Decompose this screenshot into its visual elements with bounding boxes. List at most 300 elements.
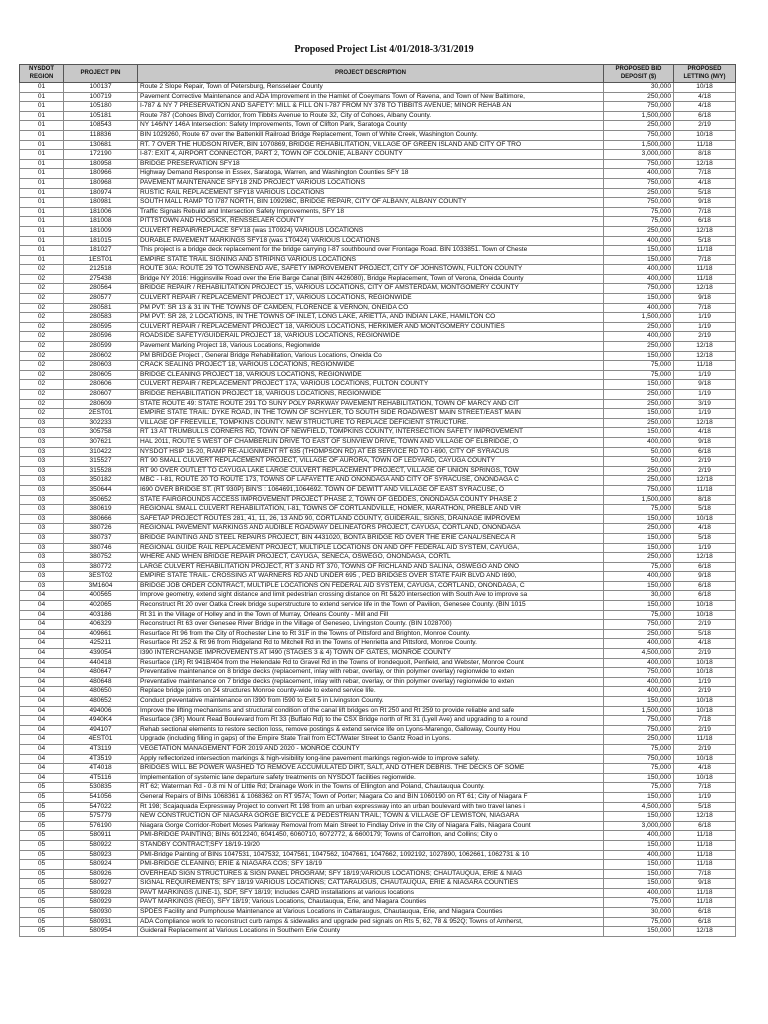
- region-cell: 03: [20, 581, 64, 591]
- pin-cell: 380772: [64, 562, 138, 572]
- table-row: [20, 437, 736, 447]
- deposit-cell: 150,000: [604, 533, 674, 543]
- table-row: [20, 361, 736, 371]
- letting-cell: 7/18: [674, 869, 736, 879]
- description-cell: Route 787 (Cohoes Blvd) Corridor, from Tibbits Avenue to Route 32, City of Cohoes, Albany County.: [138, 111, 604, 121]
- region-cell: 03: [20, 476, 64, 486]
- description-cell: Highway Demand Response in Essex, Saratoga, Warren, and Washington Counties SFY 18: [138, 169, 604, 179]
- deposit-cell: 30,000: [604, 83, 674, 93]
- deposit-cell: 400,000: [604, 332, 674, 342]
- pin-cell: 105180: [64, 102, 138, 112]
- deposit-cell: 150,000: [604, 409, 674, 419]
- region-cell: 03: [20, 533, 64, 543]
- deposit-cell: 1,500,000: [604, 495, 674, 505]
- letting-cell: 5/18: [674, 802, 736, 812]
- region-cell: 04: [20, 658, 64, 668]
- letting-cell: 6/18: [674, 562, 736, 572]
- region-cell: 04: [20, 773, 64, 783]
- description-cell: CRACK SEALING PROJECT 18, VARIOUS LOCATIONS, REGIONWIDE: [138, 361, 604, 371]
- letting-cell: 10/18: [674, 610, 736, 620]
- pin-cell: 425211: [64, 639, 138, 649]
- description-cell: BIN 1029260, Route 67 over the Battenkill Railroad Bridge Replacement, Town of White Creek, Washington County.: [138, 130, 604, 140]
- region-cell: 04: [20, 725, 64, 735]
- pin-cell: 302233: [64, 418, 138, 428]
- region-cell: 02: [20, 409, 64, 419]
- letting-cell: 9/18: [674, 879, 736, 889]
- table-row: [20, 217, 736, 227]
- region-cell: 01: [20, 255, 64, 265]
- letting-cell: 10/18: [674, 773, 736, 783]
- description-cell: BRIDGE PRESERVATION SFY18: [138, 159, 604, 169]
- pin-cell: 100719: [64, 92, 138, 102]
- description-cell: STATE FAIRGROUNDS ACCESS IMPROVEMENT PROJECT PHASE 2, TOWN OF GEDDES, ONONDAGA COUNTY PHASE 2: [138, 495, 604, 505]
- letting-cell: 11/18: [674, 140, 736, 150]
- region-cell: 01: [20, 246, 64, 256]
- table-row: [20, 255, 736, 265]
- letting-cell: 10/18: [674, 706, 736, 716]
- pin-cell: 4T3119: [64, 744, 138, 754]
- pin-cell: 212518: [64, 265, 138, 275]
- description-cell: DURABLE PAVEMENT MARKINGS SFY18 (was 1T0424) VARIOUS LOCATIONS: [138, 236, 604, 246]
- table-row: [20, 697, 736, 707]
- region-cell: 05: [20, 888, 64, 898]
- region-cell: 04: [20, 620, 64, 630]
- deposit-cell: 250,000: [604, 121, 674, 131]
- pin-cell: 350644: [64, 485, 138, 495]
- letting-cell: 1/19: [674, 390, 736, 400]
- region-cell: 03: [20, 543, 64, 553]
- letting-cell: 7/18: [674, 303, 736, 313]
- deposit-cell: 75,000: [604, 917, 674, 927]
- letting-cell: 9/18: [674, 572, 736, 582]
- letting-cell: 11/18: [674, 888, 736, 898]
- region-cell: 03: [20, 553, 64, 563]
- deposit-cell: 75,000: [604, 505, 674, 515]
- region-cell: 04: [20, 591, 64, 601]
- table-row: [20, 159, 736, 169]
- deposit-cell: 1,500,000: [604, 706, 674, 716]
- description-cell: VILLAGE OF FREEVILLE, TOMPKINS COUNTY. NEW STRUCTURE TO REPLACE DEFICIENT STRUCTURE.: [138, 418, 604, 428]
- region-cell: 02: [20, 390, 64, 400]
- deposit-cell: 400,000: [604, 850, 674, 860]
- table-row: [20, 706, 736, 716]
- table-row: [20, 581, 736, 591]
- region-cell: 04: [20, 629, 64, 639]
- letting-cell: 5/18: [674, 533, 736, 543]
- table-row: [20, 111, 736, 121]
- description-cell: ADA Compliance work to reconstruct curb ramps & sidewalks and upgrade ped signals on Rts 5, 62, 78 & 952Q; Towns of Amherst,: [138, 917, 604, 927]
- letting-cell: 5/18: [674, 188, 736, 198]
- deposit-cell: 150,000: [604, 792, 674, 802]
- table-row: [20, 572, 736, 582]
- description-cell: Preventative maintenance on 7 bridge decks (replacement, inlay with rebar, overlay, or thin polymer overlay) regionwide to exten: [138, 677, 604, 687]
- region-cell: 04: [20, 610, 64, 620]
- description-cell: CULVERT REPAIR / REPLACEMENT PROJECT 17A, VARIOUS LOCATIONS, FULTON COUNTY: [138, 380, 604, 390]
- description-cell: Resurface Rt 96 from the City of Rochester Line to Rt 31F in the Towns of Pittsford and Brighton, Monroe County.: [138, 629, 604, 639]
- description-cell: CULVERT REPAIR / REPLACEMENT PROJECT 18, VARIOUS LOCATIONS, HERKIMER AND MONTGOMERY COUNTIES: [138, 322, 604, 332]
- description-cell: Resurface (1R) Rt 941B/404 from the Helendale Rd to Gravel Rd in the Towns of Irondequoit, Penfield, and Webster, Monroe Count: [138, 658, 604, 668]
- pin-cell: 480648: [64, 677, 138, 687]
- deposit-cell: 750,000: [604, 620, 674, 630]
- deposit-cell: 750,000: [604, 102, 674, 112]
- letting-cell: 10/18: [674, 668, 736, 678]
- pin-cell: 494107: [64, 725, 138, 735]
- pin-cell: 280595: [64, 322, 138, 332]
- description-cell: PAVT MARKINGS (LINE-1), SDF, SFY 18/19; Includes CARD installations at various locations: [138, 888, 604, 898]
- region-cell: 04: [20, 744, 64, 754]
- description-cell: REGIONAL GUIDE RAIL REPLACEMENT PROJECT, MULTIPLE LOCATIONS ON AND OFF FEDERAL AID SYSTEM, CAYUGA,: [138, 543, 604, 553]
- region-cell: 02: [20, 361, 64, 371]
- table-row: [20, 533, 736, 543]
- letting-cell: 6/18: [674, 821, 736, 831]
- deposit-cell: 250,000: [604, 399, 674, 409]
- description-cell: Upgrade (including filling in gaps) of the Empire State Trail from ECT/Water Street to Gantz Road in Lyons.: [138, 735, 604, 745]
- table-row: [20, 83, 736, 93]
- table-row: [20, 754, 736, 764]
- region-cell: 02: [20, 342, 64, 352]
- region-cell: 02: [20, 380, 64, 390]
- letting-cell: 2/19: [674, 121, 736, 131]
- table-row: [20, 332, 736, 342]
- pin-cell: 380746: [64, 543, 138, 553]
- pin-cell: 580926: [64, 869, 138, 879]
- letting-cell: 4/18: [674, 524, 736, 534]
- pin-cell: 280577: [64, 294, 138, 304]
- description-cell: SPDES Facility and Pumphouse Maintenance at Various Locations in Cattaraugus, Chautauqua, Erie, and Niagara Counties: [138, 908, 604, 918]
- deposit-cell: 250,000: [604, 322, 674, 332]
- table-row: [20, 399, 736, 409]
- pin-cell: 575779: [64, 812, 138, 822]
- letting-cell: 12/18: [674, 553, 736, 563]
- table-row: [20, 418, 736, 428]
- description-cell: Traffic Signals Rebuild and Intersection Safety Improvements, SFY 18: [138, 207, 604, 217]
- table-row: [20, 879, 736, 889]
- table-row: [20, 380, 736, 390]
- letting-cell: 12/18: [674, 342, 736, 352]
- deposit-cell: 4,500,000: [604, 649, 674, 659]
- description-cell: VEGETATION MANAGEMENT FOR 2019 AND 2020 - MONROE COUNTY: [138, 744, 604, 754]
- pin-cell: 409661: [64, 629, 138, 639]
- column-header-pin: PROJECT PIN: [64, 65, 138, 83]
- region-cell: 01: [20, 198, 64, 208]
- pin-cell: 181015: [64, 236, 138, 246]
- description-cell: PMI-Bridge Painting of BINs 1047531, 1047532, 1047561, 1047562, 1047661, 1047662, 1092192, 1027890, 1062661, 1062731 & 10: [138, 850, 604, 860]
- letting-cell: 8/18: [674, 150, 736, 160]
- deposit-cell: 250,000: [604, 629, 674, 639]
- table-row: [20, 313, 736, 323]
- description-cell: I390 INTERCHANGE IMPROVEMENTS AT I490 (STAGES 3 & 4) TOWN OF GATES, MONROE COUNTY: [138, 649, 604, 659]
- region-cell: 02: [20, 332, 64, 342]
- letting-cell: 11/18: [674, 265, 736, 275]
- letting-cell: 2/19: [674, 620, 736, 630]
- table-header-row: [20, 65, 736, 83]
- table-row: [20, 322, 736, 332]
- table-row: [20, 447, 736, 457]
- table-row: [20, 629, 736, 639]
- deposit-cell: 30,000: [604, 591, 674, 601]
- description-cell: Niagara Gorge Corridor-Robert Moses Parkway Removal from Main Street to Findlay Drive in the City of Niagara Falls, Niagara Count: [138, 821, 604, 831]
- letting-cell: 10/18: [674, 514, 736, 524]
- pin-cell: 181008: [64, 217, 138, 227]
- letting-cell: 9/18: [674, 437, 736, 447]
- pin-cell: 280596: [64, 332, 138, 342]
- letting-cell: 1/19: [674, 792, 736, 802]
- table-row: [20, 226, 736, 236]
- deposit-cell: 750,000: [604, 725, 674, 735]
- description-cell: STATE ROUTE 49: STATE ROUTE 291 TO SUNY POLY PARKWAY PAVEMENT REHABILITATION, TOWN OF MARCY AND CIT: [138, 399, 604, 409]
- deposit-cell: 150,000: [604, 697, 674, 707]
- table-row: [20, 601, 736, 611]
- deposit-cell: 30,000: [604, 908, 674, 918]
- description-cell: NYSDOT HSIP 16-20, RAMP RE-ALIGNMENT RT 635 (THOMPSON RD) AT EB SERVICE RD TO I-690, CITY OF SYRACUS: [138, 447, 604, 457]
- description-cell: PM PVT: SR 28, 2 LOCATIONS, IN THE TOWNS OF INLET, LONG LAKE, ARIETTA, AND INDIAN LAKE, HAMILTON CO: [138, 313, 604, 323]
- region-cell: 02: [20, 322, 64, 332]
- pin-cell: 580911: [64, 831, 138, 841]
- table-row: [20, 639, 736, 649]
- pin-cell: 380726: [64, 524, 138, 534]
- column-header-description: PROJECT DESCRIPTION: [138, 65, 604, 83]
- region-cell: 01: [20, 159, 64, 169]
- pin-cell: 530835: [64, 783, 138, 793]
- letting-cell: 6/18: [674, 917, 736, 927]
- description-cell: CULVERT REPAIR/REPLACE SFY18 (was 1T0924) VARIOUS LOCATIONS: [138, 226, 604, 236]
- letting-cell: 1/19: [674, 313, 736, 323]
- deposit-cell: 250,000: [604, 735, 674, 745]
- letting-cell: 2/19: [674, 687, 736, 697]
- pin-cell: 280603: [64, 361, 138, 371]
- pin-cell: 181027: [64, 246, 138, 256]
- pin-cell: 580922: [64, 840, 138, 850]
- region-cell: 03: [20, 572, 64, 582]
- deposit-cell: 150,000: [604, 294, 674, 304]
- region-cell: 05: [20, 850, 64, 860]
- letting-cell: 10/18: [674, 697, 736, 707]
- description-cell: ROADSIDE SAFETY/GUIDERAIL PROJECT 18, VARIOUS LOCATIONS, REGIONWIDE: [138, 332, 604, 342]
- letting-cell: 9/18: [674, 294, 736, 304]
- deposit-cell: 150,000: [604, 927, 674, 937]
- pin-cell: 315528: [64, 466, 138, 476]
- description-cell: Implementation of systemic lane departure safety treatments on NYSDOT facilities regionwide.: [138, 773, 604, 783]
- pin-cell: 307621: [64, 437, 138, 447]
- table-row: [20, 303, 736, 313]
- region-cell: 01: [20, 102, 64, 112]
- description-cell: PAVEMENT MAINTENANCE SFY18 2ND PROJECT VARIOUS LOCATIONS: [138, 178, 604, 188]
- pin-cell: 180974: [64, 188, 138, 198]
- deposit-cell: 250,000: [604, 342, 674, 352]
- table-row: [20, 236, 736, 246]
- deposit-cell: 250,000: [604, 524, 674, 534]
- table-row: [20, 908, 736, 918]
- letting-cell: 6/18: [674, 908, 736, 918]
- description-cell: This project is a bridge deck replacement for the bridge carrying I-87 southbound over Frontage Road. BIN 1033851. Town of Cheste: [138, 246, 604, 256]
- letting-cell: 11/18: [674, 485, 736, 495]
- pin-cell: 400565: [64, 591, 138, 601]
- letting-cell: 7/18: [674, 207, 736, 217]
- description-cell: Preventative maintenance on 8 bridge decks (replacement, inlay with rebar, overlay, or thin polymer overlay) regionwide to exten: [138, 668, 604, 678]
- pin-cell: 4EST01: [64, 735, 138, 745]
- table-row: [20, 677, 736, 687]
- deposit-cell: 1,500,000: [604, 140, 674, 150]
- description-cell: Rt 198; Scajaquada Expressway Project to convert Rt 198 from an urban expressway into an urban boulevard with two travel lanes i: [138, 802, 604, 812]
- pin-cell: 180966: [64, 169, 138, 179]
- table-row: [20, 485, 736, 495]
- table-row: [20, 735, 736, 745]
- pin-cell: 580923: [64, 850, 138, 860]
- pin-cell: 118836: [64, 130, 138, 140]
- pin-cell: 402065: [64, 601, 138, 611]
- deposit-cell: 150,000: [604, 351, 674, 361]
- deposit-cell: 75,000: [604, 610, 674, 620]
- pin-cell: 480652: [64, 697, 138, 707]
- description-cell: RT 62; Waterman Rd - 0.8 mi N of Little Rd; Drainage Work in the Towns of Ellington and Poland, Chautauqua County.: [138, 783, 604, 793]
- letting-cell: 2/19: [674, 725, 736, 735]
- description-cell: BRIDGE PAINTING AND STEEL REPAIRS PROJECT, BIN 4431020, BONTA BRIDGE RD OVER THE ERIE CANAL/SENECA R: [138, 533, 604, 543]
- letting-cell: 11/18: [674, 898, 736, 908]
- region-cell: 05: [20, 831, 64, 841]
- letting-cell: 1/19: [674, 543, 736, 553]
- table-row: [20, 476, 736, 486]
- description-cell: RT 13 AT TRUMBULLS CORNERS RD, TOWN OF NEWFIELD, TOMPKINS COUNTY, INTERSECTION SAFETY IMPROVEMENT: [138, 428, 604, 438]
- deposit-cell: 400,000: [604, 169, 674, 179]
- pin-cell: 494006: [64, 706, 138, 716]
- letting-cell: 10/18: [674, 130, 736, 140]
- table-row: [20, 792, 736, 802]
- region-cell: 03: [20, 485, 64, 495]
- region-cell: 01: [20, 121, 64, 131]
- description-cell: Route 2 Slope Repair, Town of Petersburg, Rensselaer County: [138, 83, 604, 93]
- description-cell: I690 OVER BRIDGE ST. (RT 930P) BIN'S : 1064691,1064692. TOWN OF DEWITT AND VILLAGE OF EAST SYRACUSE, O: [138, 485, 604, 495]
- region-cell: 03: [20, 466, 64, 476]
- region-cell: 03: [20, 514, 64, 524]
- region-cell: 05: [20, 840, 64, 850]
- table-row: [20, 649, 736, 659]
- table-row: [20, 917, 736, 927]
- deposit-cell: 150,000: [604, 428, 674, 438]
- description-cell: NY 146/NY 146A Intersection: Safety Improvements, Town of Clifton Park, Saratoga County: [138, 121, 604, 131]
- description-cell: ROUTE 30A: ROUTE 29 TO TOWNSEND AVE, SAFETY IMPROVEMENT PROJECT, CITY OF JOHNSTOWN, FULTON COUNTY: [138, 265, 604, 275]
- region-cell: 01: [20, 92, 64, 102]
- table-row: [20, 457, 736, 467]
- letting-cell: 12/18: [674, 226, 736, 236]
- table-row: [20, 716, 736, 726]
- description-cell: Resurface Rt 252 & Rt 96 from Ridgeland Rd to Mitchell Rd in the Towns of Henrietta and Pittsford, Monroe County.: [138, 639, 604, 649]
- letting-cell: 5/18: [674, 505, 736, 515]
- letting-cell: 12/18: [674, 284, 736, 294]
- pin-cell: 2EST01: [64, 409, 138, 419]
- pin-cell: 403186: [64, 610, 138, 620]
- pin-cell: 380619: [64, 505, 138, 515]
- region-cell: 01: [20, 150, 64, 160]
- table-row: [20, 725, 736, 735]
- table-row: [20, 524, 736, 534]
- letting-cell: 6/18: [674, 447, 736, 457]
- deposit-cell: 750,000: [604, 159, 674, 169]
- description-cell: OVERHEAD SIGN STRUCTURES & SIGN PANEL PROGRAM; SFY 18/19;VARIOUS LOCATIONS; CHAUTAUQUA, ERIE & NIAG: [138, 869, 604, 879]
- letting-cell: 5/18: [674, 629, 736, 639]
- table-row: [20, 294, 736, 304]
- pin-cell: 280599: [64, 342, 138, 352]
- region-cell: 05: [20, 860, 64, 870]
- deposit-cell: 150,000: [604, 380, 674, 390]
- region-cell: 04: [20, 716, 64, 726]
- table-row: [20, 821, 736, 831]
- letting-cell: 4/18: [674, 178, 736, 188]
- pin-cell: 350182: [64, 476, 138, 486]
- region-cell: 05: [20, 927, 64, 937]
- pin-cell: 580931: [64, 917, 138, 927]
- region-cell: 01: [20, 83, 64, 93]
- description-cell: RT 90 SMALL CULVERT REPLACEMENT PROJECT, VILLAGE OF AURORA, TOWN OF LEDYARD, CAYUGA COUNTY: [138, 457, 604, 467]
- column-header-region: NYSDOT REGION: [20, 65, 64, 83]
- region-cell: 01: [20, 111, 64, 121]
- letting-cell: 1/19: [674, 322, 736, 332]
- table-row: [20, 390, 736, 400]
- region-cell: 04: [20, 668, 64, 678]
- pin-cell: 280605: [64, 370, 138, 380]
- column-header-deposit: PROPOSED BID DEPOSIT ($): [604, 65, 674, 83]
- description-cell: PAVT MARKINGS (REG), SFY 18/19; Various Locations, Chautauqua, Erie, and Niagara Counties: [138, 898, 604, 908]
- deposit-cell: 150,000: [604, 514, 674, 524]
- description-cell: Reconstruct Rt 63 over Genesee River Bridge in the Village of Geneseo, Livingston County. (BIN 1028700): [138, 620, 604, 630]
- pin-cell: 180958: [64, 159, 138, 169]
- deposit-cell: 400,000: [604, 888, 674, 898]
- region-cell: 03: [20, 495, 64, 505]
- table-row: [20, 140, 736, 150]
- region-cell: 04: [20, 677, 64, 687]
- pin-cell: 130681: [64, 140, 138, 150]
- description-cell: Pavement Marking Project 18, Various Locations, Regionwide: [138, 342, 604, 352]
- table-row: [20, 370, 736, 380]
- deposit-cell: 250,000: [604, 188, 674, 198]
- deposit-cell: 750,000: [604, 716, 674, 726]
- deposit-cell: 250,000: [604, 390, 674, 400]
- description-cell: SOUTH MALL RAMP TO I787 NORTH, BIN 109298C, BRIDGE REPAIR, CITY OF ALBANY, ALBANY COUNTY: [138, 198, 604, 208]
- letting-cell: 2/19: [674, 649, 736, 659]
- letting-cell: 12/18: [674, 927, 736, 937]
- description-cell: REGIONAL SMALL CULVERT REHABILITATION, I-81, TOWNS OF CORTLANDVILLE, HOMER, MARATHON, PREBLE AND VIR: [138, 505, 604, 515]
- description-cell: Reconstruct Rt 20 over Oatka Creek bridge superstructure to extend service life in the Town of Pavilion, Genesee County. (BIN 1015: [138, 601, 604, 611]
- region-cell: 01: [20, 188, 64, 198]
- letting-cell: 2/19: [674, 466, 736, 476]
- deposit-cell: 150,000: [604, 879, 674, 889]
- description-cell: HAL 2011, ROUTE 5 WEST OF CHAMBERLIN DRIVE TO EAST OF SUNVIEW DRIVE, TOWN AND VILLAGE OF ELBRIDGE, O: [138, 437, 604, 447]
- letting-cell: 4/18: [674, 428, 736, 438]
- deposit-cell: 400,000: [604, 639, 674, 649]
- deposit-cell: 75,000: [604, 744, 674, 754]
- table-row: [20, 744, 736, 754]
- deposit-cell: 150,000: [604, 581, 674, 591]
- column-header-letting: PROPOSED LETTING (M/Y): [674, 65, 736, 83]
- table-body: [20, 83, 736, 937]
- region-cell: 01: [20, 130, 64, 140]
- region-cell: 02: [20, 294, 64, 304]
- pin-cell: 180968: [64, 178, 138, 188]
- letting-cell: 11/18: [674, 735, 736, 745]
- description-cell: EMPIRE STATE TRAIL: DYKE ROAD, IN THE TOWN OF SCHYLER, TO SOUTH SIDE ROAD/WEST MAIN STREET/EAST MAIN: [138, 409, 604, 419]
- description-cell: EMPIRE STATE TRAIL- CROSSING AT WARNERS RD AND UNDER 695 , PED BRIDGES OVER STATE FAIR BLVD AND I690,: [138, 572, 604, 582]
- region-cell: 04: [20, 735, 64, 745]
- region-cell: 01: [20, 236, 64, 246]
- region-cell: 04: [20, 601, 64, 611]
- letting-cell: 11/18: [674, 361, 736, 371]
- letting-cell: 2/19: [674, 744, 736, 754]
- region-cell: 01: [20, 178, 64, 188]
- deposit-cell: 1,500,000: [604, 313, 674, 323]
- pin-cell: 480647: [64, 668, 138, 678]
- deposit-cell: 750,000: [604, 178, 674, 188]
- table-row: [20, 668, 736, 678]
- pin-cell: 547022: [64, 802, 138, 812]
